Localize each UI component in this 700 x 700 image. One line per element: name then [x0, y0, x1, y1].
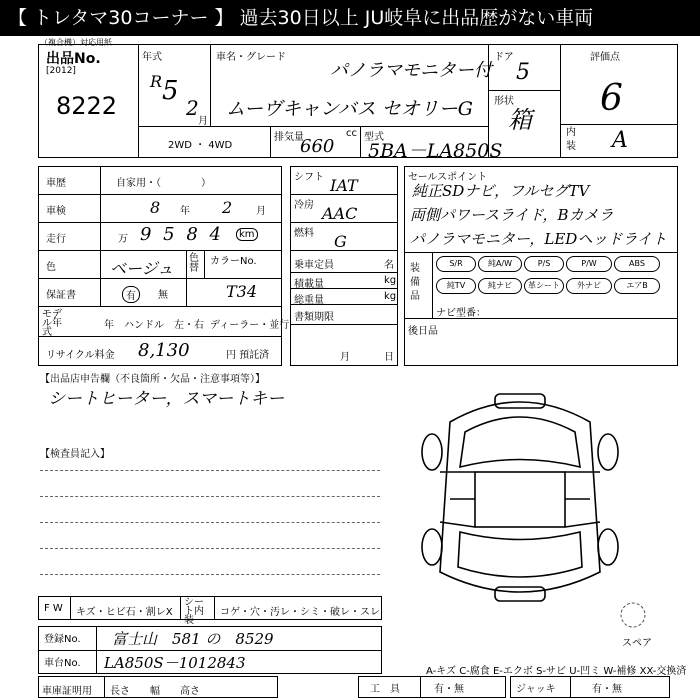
lot-year-stamp: [2012]	[46, 66, 76, 76]
cert-label: 車庫証明用	[42, 686, 92, 697]
color-swap: 色替	[189, 253, 199, 274]
history-label: 車歴	[46, 178, 66, 189]
car-diagram	[410, 372, 630, 622]
displacement-unit: cc	[346, 128, 357, 139]
equip-label: 装備品	[410, 263, 420, 302]
weight-unit: kg	[384, 291, 397, 302]
mileage-man: 万	[118, 234, 128, 245]
warranty-no: 無	[158, 290, 168, 301]
inspect-label: 車検	[46, 206, 66, 217]
lot-number: 8222	[56, 92, 118, 120]
capacity-label: 乗車定員	[294, 260, 334, 271]
docs-month: 月	[340, 352, 350, 363]
score-label: 評価点	[590, 52, 620, 63]
fuel-value: G	[334, 232, 347, 251]
chassis-value: LA850S－1012843	[104, 654, 246, 672]
aircon-label: 冷房	[294, 200, 314, 211]
equip-ps: P/S	[524, 256, 564, 272]
model-year-label: モデル年式	[42, 309, 62, 338]
recycle-unit: 円 預託済	[226, 350, 270, 361]
year-value: 5	[162, 76, 179, 106]
load-unit: kg	[384, 275, 397, 286]
spare-label: スペア	[622, 638, 652, 649]
shape-value: 箱	[508, 106, 532, 134]
reg-value: 富士山 581 の 8529	[112, 630, 274, 648]
docs-label: 書類期限	[294, 312, 334, 323]
tools-value: 有・無	[434, 684, 464, 695]
seat-label: シート内装	[184, 597, 204, 626]
name-label: 車名・グレード	[216, 52, 286, 63]
equip-airbag: エアB	[614, 278, 660, 294]
mileage-label: 走行	[46, 234, 66, 245]
doors-value: 5	[516, 60, 530, 85]
fuel-label: 燃料	[294, 228, 314, 239]
tools-label: 工 具	[370, 684, 400, 695]
equip-navi: 純ナビ	[478, 278, 522, 294]
history-value: 自家用・（ ）	[116, 178, 211, 189]
recycle-label: リサイクル料金	[46, 350, 115, 361]
handle-text: 年 ハンドル 左・右	[104, 320, 204, 331]
shift-label: シフト	[294, 172, 324, 183]
jack-label: ジャッキ	[516, 684, 556, 695]
sale-line1: 純正SDナビ，フルセグTV	[412, 182, 590, 200]
doors-label: ドア	[494, 52, 514, 63]
shape-label: 形状	[494, 96, 514, 107]
year-month: 2	[186, 96, 199, 120]
reg-label: 登録No.	[44, 634, 81, 645]
jack-value: 有・無	[592, 684, 622, 695]
displacement-label: 排気量	[274, 132, 304, 143]
equip-tv: 純TV	[436, 278, 476, 294]
inspect-year-unit: 年	[180, 206, 190, 217]
interior-label: 内装	[566, 127, 576, 152]
equip-sr: S/R	[436, 256, 476, 272]
model-value: 5BA－LA850S	[368, 140, 503, 162]
score-value: 6	[600, 78, 623, 119]
drive-type: 2WD ・ 4WD	[168, 140, 233, 151]
lot-label: 出品No.	[46, 51, 101, 67]
fw-text: キズ・ヒビ石・割レX	[76, 607, 173, 618]
sale-line2: 両側パワースライド，Bカメラ	[410, 206, 614, 224]
color-value: ベージュ	[110, 259, 174, 278]
inspect-year: 8	[150, 198, 161, 217]
name-line1: パノラマモニター付	[330, 60, 492, 81]
sale-line3: パノラマモニター，LEDヘッドライト	[410, 230, 667, 248]
year-label: 年式	[142, 52, 162, 63]
interior-value: A	[612, 128, 628, 153]
recycle-value: 8,130	[138, 340, 190, 361]
chassis-label: 車台No.	[44, 658, 81, 669]
displacement-value: 660	[300, 136, 335, 157]
warranty-yes: 有	[122, 286, 140, 303]
navi-label: ナビ型番：	[436, 308, 486, 319]
mileage-value: 9 5 8 4	[140, 224, 224, 245]
sale-label: セールスポイント	[408, 172, 488, 183]
notes-value: シートヒーター，スマートキー	[48, 389, 285, 409]
seat-text: コゲ・穴・汚レ・シミ・破レ・スレ	[220, 607, 380, 618]
model-label: 型式	[364, 132, 384, 143]
capacity-unit: 名	[384, 260, 394, 271]
year-era: R	[150, 72, 163, 91]
equip-leather: 革シート	[524, 278, 564, 294]
damage-legend: A-キズ C-腐食 E-エクボ S-サビ U-凹ミ W-補修 XX-交換済	[426, 666, 687, 677]
aircon-value: AAC	[322, 204, 358, 223]
fw-label: F W	[44, 603, 63, 614]
spare-tire-icon	[618, 600, 648, 630]
header-banner	[0, 0, 700, 36]
docs-day: 日	[384, 352, 394, 363]
notes-label: 【出品店申告欄（不良箇所・欠品・注意事項等）】	[40, 374, 265, 385]
dealer-text: ディーラー・並行	[210, 320, 290, 331]
color-label: 色	[46, 262, 56, 273]
colorno-label: カラーNo.	[210, 256, 257, 267]
colorno-value: T34	[226, 282, 258, 301]
header-title: 【 トレタマ30コーナー 】 過去30日以上 JU岐阜に出品歴がない車両	[8, 7, 594, 29]
equip-ext-navi: 外ナビ	[566, 278, 612, 294]
name-line2: ムーヴキャンバス セオリーG	[226, 98, 473, 120]
shift-value: IAT	[330, 176, 358, 195]
inspect-month: 2	[222, 198, 233, 217]
mileage-unit: km	[236, 228, 258, 241]
equip-abs: ABS	[614, 256, 660, 272]
inspect-month-unit: 月	[256, 206, 266, 217]
after-label: 後日品	[408, 326, 438, 337]
inspector-label: 【検査員記入】	[40, 449, 110, 460]
year-month-unit: 月	[198, 116, 208, 127]
equip-pw: P/W	[566, 256, 612, 272]
top-note: （複合機）対応用紙	[40, 38, 112, 47]
cert-fields: 長さ 幅 高さ	[110, 686, 200, 697]
equip-alloy: 純A/W	[478, 256, 522, 272]
weight-label: 総重量	[294, 295, 324, 306]
warranty-label: 保証書	[46, 290, 76, 301]
load-label: 積載量	[294, 279, 324, 290]
